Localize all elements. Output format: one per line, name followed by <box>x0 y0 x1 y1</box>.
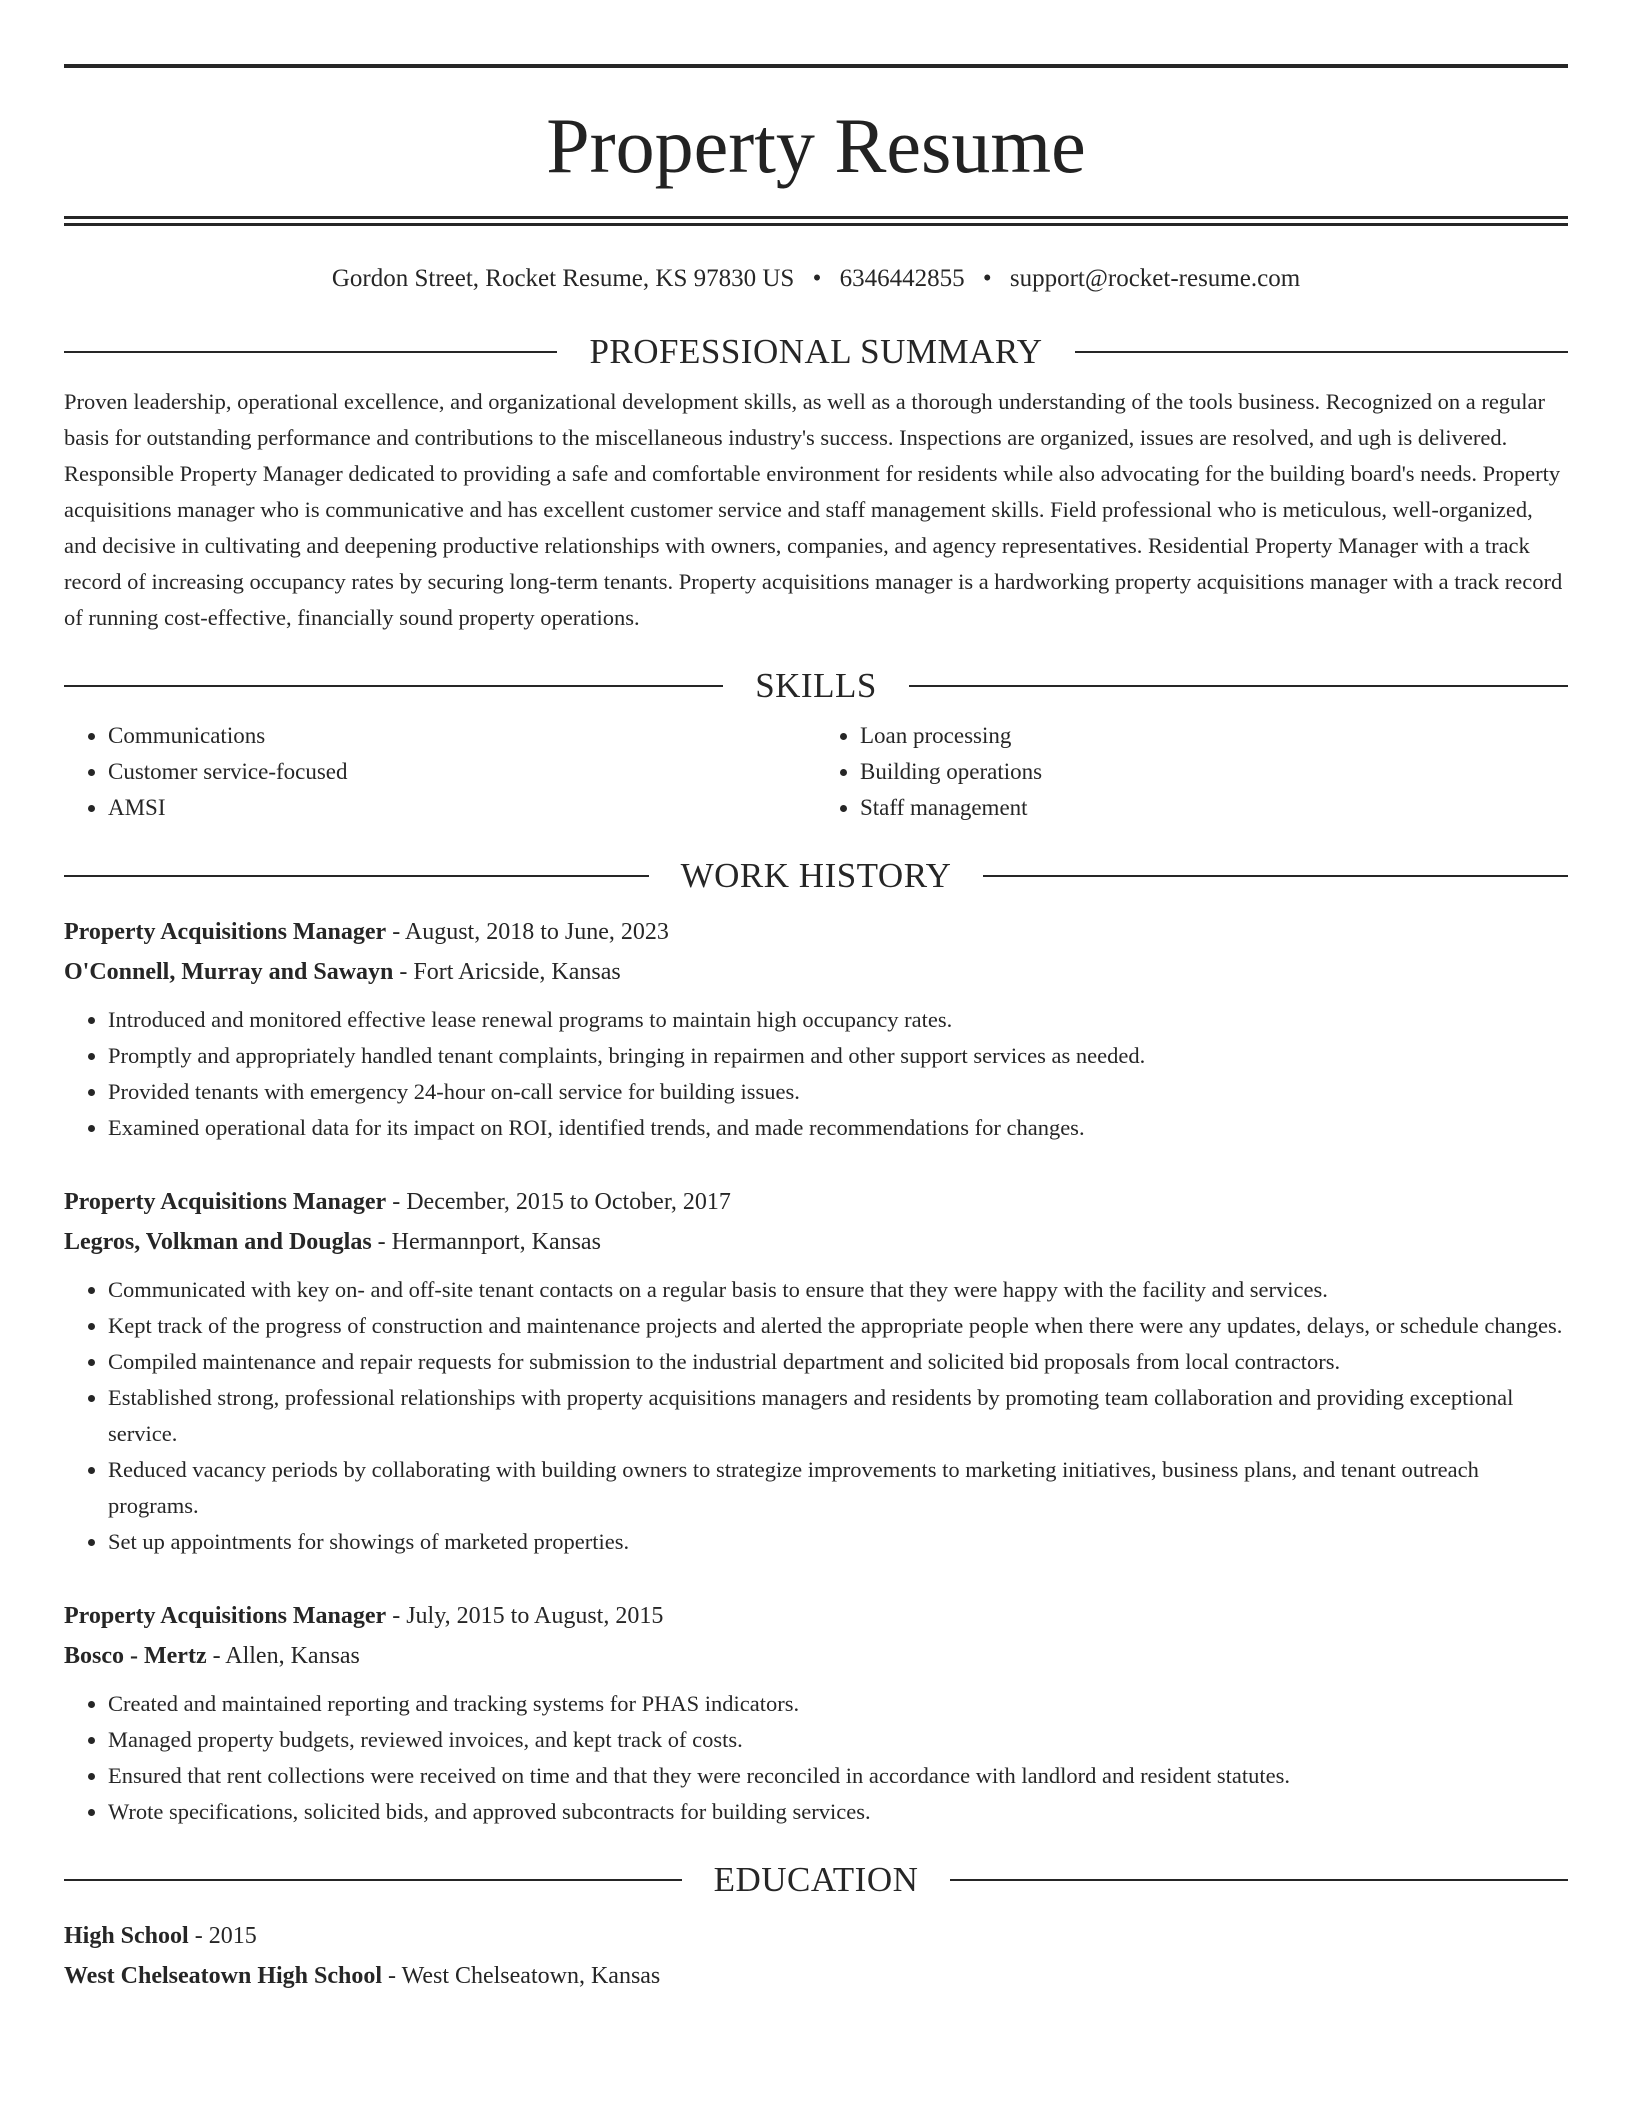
heading-rule <box>983 875 1568 877</box>
job-title: Property Acquisitions Manager <box>64 919 387 945</box>
contact-email[interactable]: support@rocket-resume.com <box>1009 265 1301 292</box>
heading-rule <box>64 351 557 353</box>
section-title: SKILLS <box>755 666 877 705</box>
job-entry <box>64 1596 1568 1830</box>
job-bullets <box>64 1686 1568 1830</box>
skill-item: • Building operations <box>860 754 1568 790</box>
job-location: - Hermannport, Kansas <box>371 1229 601 1255</box>
job-title-line <box>64 912 1568 952</box>
job-bullet: • Kept track of the progress of construction and maintenance projects and alerted the appropriate people when there were any updates, delays, or schedule changes. <box>108 1308 1568 1344</box>
section-heading-education <box>64 1858 1568 1902</box>
summary-text: Proven leadership, operational excellence, and organizational development skills, as well as a thorough understanding of the tools business. Recognized on a regular basis for outstanding performance and contributions to the miscellaneous industry's success. Inspections are organized, issues are resolved, and ugh is delivered. Responsible Property Manager dedicated to providing a safe and comfortable environment for residents while also advocating for the building board's needs. Property acquisitions manager who is communicative and has excellent customer service and staff management skills. Field professional who is meticulous, well-organized, and decisive in cultivating and deepening productive relationships with owners, companies, and agency representatives. Residential Property Manager with a track record of increasing occupancy rates by securing long-term tenants. Property acquisitions manager is a hardworking property acquisitions manager with a track record of running cost-effective, financially sound property operations. <box>64 389 1563 630</box>
job-dates: - August, 2018 to June, 2023 <box>386 919 669 945</box>
skill-item: • Communications <box>108 718 816 754</box>
job-title: Property Acquisitions Manager <box>64 1189 387 1215</box>
job-bullet: • Created and maintained reporting and tracking systems for PHAS indicators. <box>108 1686 1568 1722</box>
skill-item: • Customer service-focused <box>108 754 816 790</box>
job-bullet: • Compiled maintenance and repair requests for submission to the industrial department and solicited bid proposals from local contractors. <box>108 1344 1568 1380</box>
contact-line <box>64 262 1568 296</box>
heading-rule <box>909 685 1568 687</box>
job-bullet: • Promptly and appropriately handled tenant complaints, bringing in repairmen and other support services as needed. <box>108 1038 1568 1074</box>
job-bullet: • Ensured that rent collections were received on time and that they were reconciled in accordance with landlord and resident statutes. <box>108 1758 1568 1794</box>
title-double-rule <box>64 216 1568 226</box>
job-company: Bosco - Mertz <box>64 1643 207 1669</box>
job-bullet: • Set up appointments for showings of marketed properties. <box>108 1524 1568 1560</box>
job-company-line <box>64 1636 1568 1676</box>
job-title: Property Acquisitions Manager <box>64 1603 387 1629</box>
skill-item: • Loan processing <box>860 718 1568 754</box>
job-bullet: • Provided tenants with emergency 24-hour on-call service for building issues. <box>108 1074 1568 1110</box>
education-degree-line <box>64 1916 1568 1956</box>
job-bullet: • Managed property budgets, reviewed invoices, and kept track of costs. <box>108 1722 1568 1758</box>
heading-rule <box>1075 351 1568 353</box>
job-entry <box>64 1182 1568 1560</box>
heading-rule <box>64 1879 682 1881</box>
contact-address: Gordon Street, Rocket Resume, KS 97830 US <box>331 265 795 292</box>
resume-title: Property Resume <box>546 102 1086 189</box>
top-rule <box>64 64 1568 68</box>
section-heading-summary <box>64 330 1568 374</box>
skills-columns <box>64 718 1568 826</box>
contact-phone: 6346442855 <box>839 265 965 292</box>
skills-list-left <box>64 718 816 826</box>
job-location: - Fort Aricside, Kansas <box>393 959 621 985</box>
resume-page <box>64 64 1568 1996</box>
job-bullets <box>64 1002 1568 1146</box>
heading-rule <box>64 685 723 687</box>
section-title: WORK HISTORY <box>680 856 952 895</box>
job-company: O'Connell, Murray and Sawayn <box>64 959 394 985</box>
section-title: EDUCATION <box>713 1860 919 1899</box>
contact-separator: • <box>812 265 822 292</box>
skill-item: • Staff management <box>860 790 1568 826</box>
job-bullet: • Communicated with key on- and off-site tenant contacts on a regular basis to ensure that they were happy with the facility and services. <box>108 1272 1568 1308</box>
education-school-line <box>64 1956 1568 1996</box>
job-company-line <box>64 952 1568 992</box>
skills-list-right <box>816 718 1568 826</box>
job-bullet: • Wrote specifications, solicited bids, and approved subcontracts for building services. <box>108 1794 1568 1830</box>
job-location: - Allen, Kansas <box>206 1643 360 1669</box>
job-company-line <box>64 1222 1568 1262</box>
contact-separator: • <box>982 265 992 292</box>
section-heading-skills <box>64 664 1568 708</box>
education-school: West Chelseatown High School <box>64 1963 383 1989</box>
job-bullet: • Reduced vacancy periods by collaborating with building owners to strategize improvements to marketing initiatives, business plans, and tenant outreach programs. <box>108 1452 1568 1524</box>
heading-rule <box>64 875 649 877</box>
education-year: - 2015 <box>188 1923 257 1949</box>
job-bullets <box>64 1272 1568 1560</box>
job-company: Legros, Volkman and Douglas <box>64 1229 372 1255</box>
education-degree: High School <box>64 1923 189 1949</box>
section-title: PROFESSIONAL SUMMARY <box>589 332 1043 371</box>
job-title-line <box>64 1596 1568 1636</box>
job-dates: - July, 2015 to August, 2015 <box>386 1603 664 1629</box>
heading-rule <box>950 1879 1568 1881</box>
job-title-line <box>64 1182 1568 1222</box>
education-entry <box>64 1916 1568 1996</box>
job-entry <box>64 912 1568 1146</box>
job-bullet: • Introduced and monitored effective lease renewal programs to maintain high occupancy rates. <box>108 1002 1568 1038</box>
job-bullet: • Examined operational data for its impact on ROI, identified trends, and made recommendations for changes. <box>108 1110 1568 1146</box>
job-dates: - December, 2015 to October, 2017 <box>386 1189 731 1215</box>
job-bullet: • Established strong, professional relationships with property acquisitions managers and residents by promoting team collaboration and providing exceptional service. <box>108 1380 1568 1452</box>
skill-item: • AMSI <box>108 790 816 826</box>
education-location: - West Chelseatown, Kansas <box>382 1963 661 1989</box>
section-heading-work <box>64 854 1568 898</box>
